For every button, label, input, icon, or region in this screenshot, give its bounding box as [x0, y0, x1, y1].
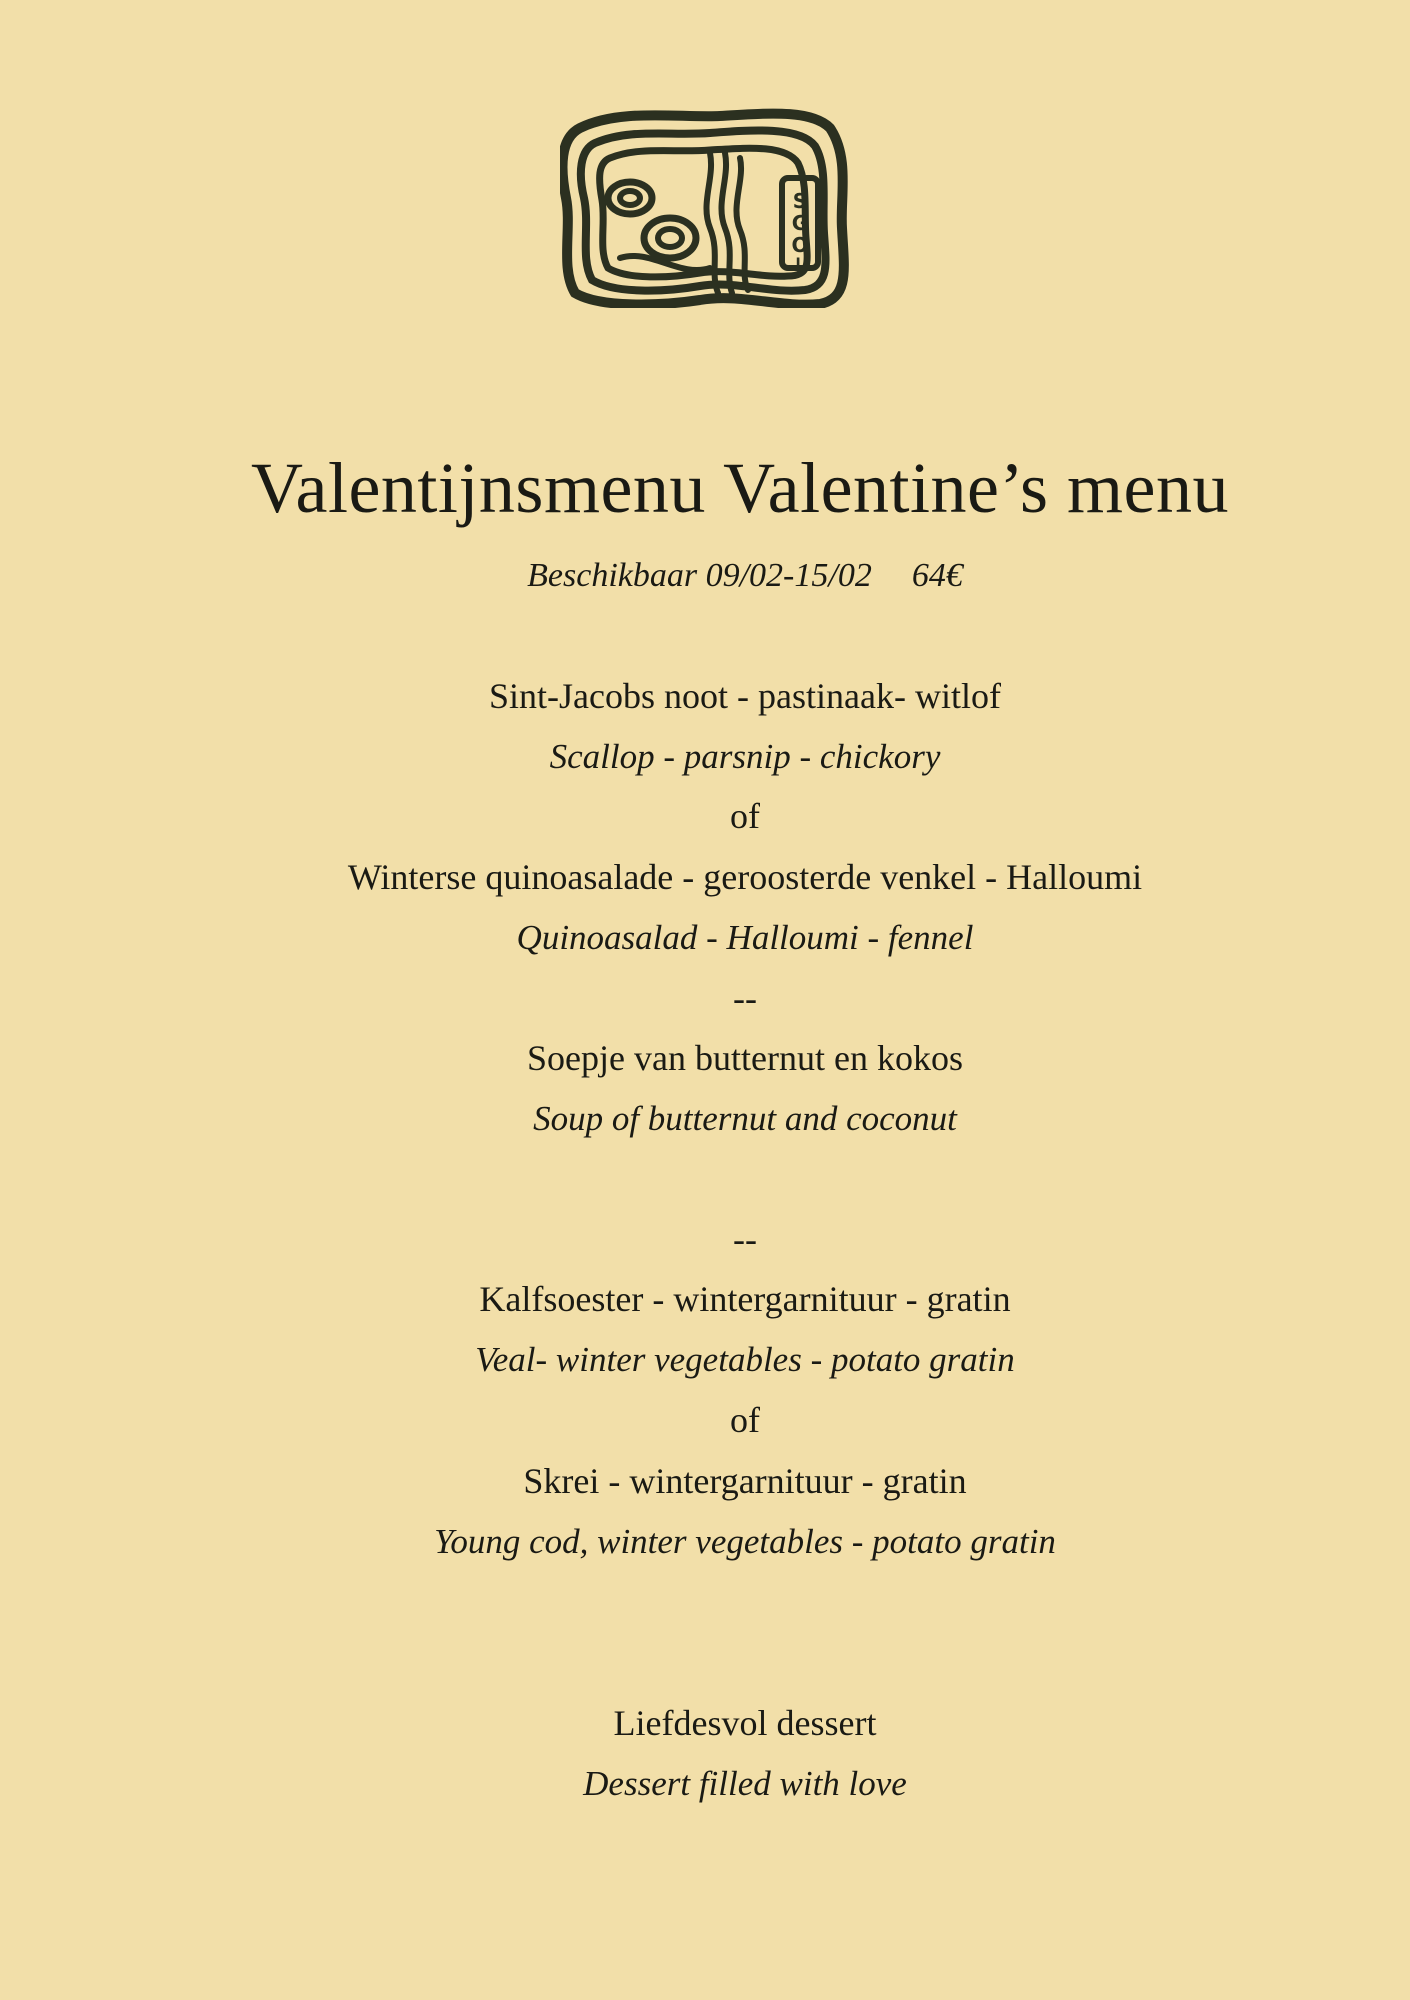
or-separator-1: of [730, 796, 760, 836]
menu-price: 64€ [911, 557, 963, 594]
menu-title: Valentijnsmenu Valentine’s menu [250, 448, 1229, 528]
availability-line [0, 548, 1410, 604]
starter2-nl: Winterse quinoasalade - geroosterde venkel - Halloumi [347, 857, 1143, 897]
dessert-en: Dessert filled with love [583, 1764, 907, 1803]
availability-dates: Beschikbaar 09/02-15/02 [527, 557, 872, 594]
soup-nl: Soepje van butternut en kokos [527, 1038, 963, 1078]
main1-nl: Kalfsoester - wintergarnituur - gratin [479, 1279, 1011, 1319]
main2-nl: Skrei - wintergarnituur - gratin [523, 1461, 967, 1501]
course-separator-1: -- [733, 978, 757, 1018]
starter1-en: Scallop - parsnip - chickory [549, 737, 941, 776]
svg-text:O: O [791, 233, 809, 257]
starter2-en: Quinoasalad - Halloumi - fennel [516, 918, 974, 957]
svg-text:S: S [792, 189, 808, 213]
main1-en: Veal- winter vegetables - potato gratin [475, 1340, 1015, 1379]
main2-en: Young cod, winter vegetables - potato gratin [434, 1522, 1056, 1561]
dessert-nl: Liefdesvol dessert [613, 1703, 877, 1743]
sgol-logo [560, 108, 850, 308]
course-separator-2: -- [733, 1219, 757, 1259]
or-separator-2: of [730, 1400, 760, 1440]
soup-en: Soup of butternut and coconut [533, 1099, 957, 1138]
svg-text:L: L [795, 256, 805, 272]
starter1-nl: Sint-Jacobs noot - pastinaak- witlof [489, 676, 1001, 716]
svg-text:G: G [791, 211, 809, 235]
